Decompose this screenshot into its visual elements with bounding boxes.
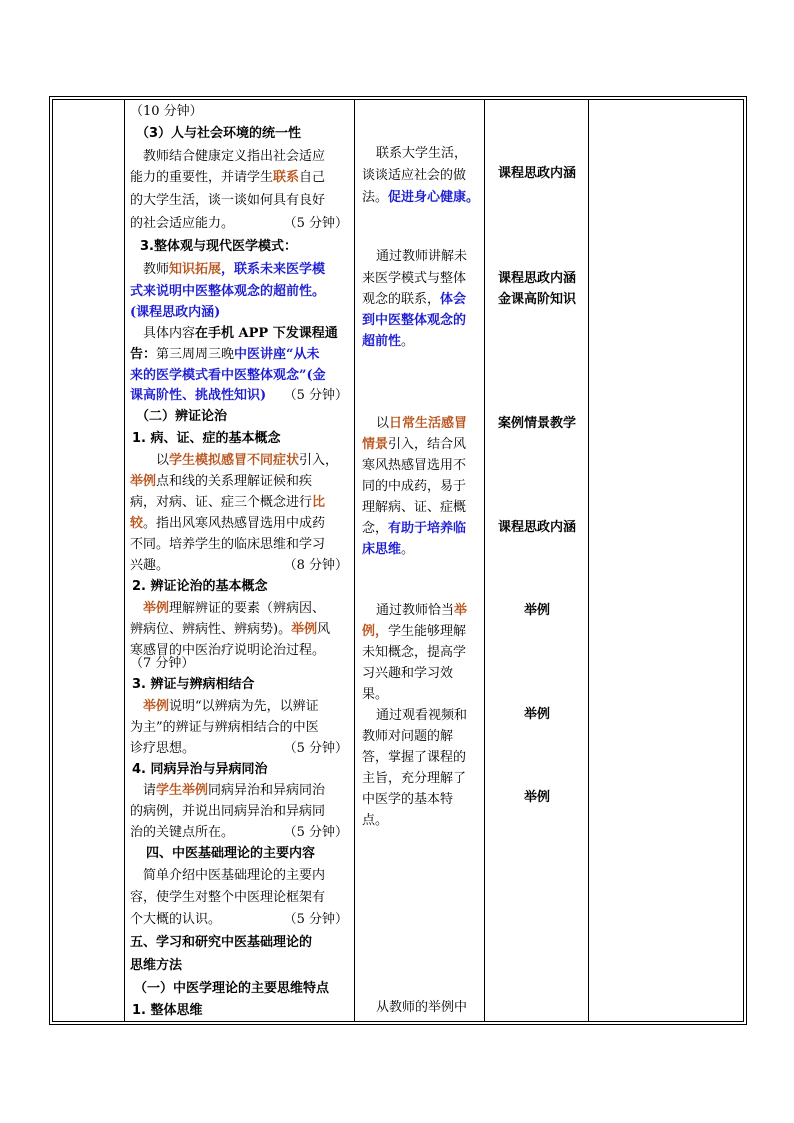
highlight-text: 有助于培养临 xyxy=(388,521,467,536)
highlight-text: 举例 xyxy=(291,622,318,637)
highlight-text: 比 xyxy=(312,495,326,510)
section-heading: 3.整体观与现代医学模式： xyxy=(140,239,297,254)
paragraph-line xyxy=(130,167,348,188)
text: 同病异治和异病同治 xyxy=(208,783,326,798)
paragraph-line: 果。 xyxy=(362,687,389,702)
highlight-text: 知识拓展 xyxy=(169,262,222,277)
paragraph-line: 的病例，并说出同病异治和异病同 xyxy=(130,804,326,819)
column-divider-3 xyxy=(484,99,485,1022)
paragraph-line xyxy=(130,822,348,843)
paragraph-line xyxy=(362,518,482,539)
text: 观念的联系， xyxy=(362,292,441,307)
paragraph-line xyxy=(130,696,348,717)
bold-text: 告： xyxy=(130,347,157,362)
text: 。 xyxy=(401,542,415,557)
text: 诊疗思想。 xyxy=(130,741,196,756)
method-tag: 课程思政内涵 xyxy=(497,271,576,286)
paragraph-line xyxy=(362,539,482,560)
highlight-text: 学生模拟感冒不同症状 xyxy=(169,453,300,468)
text: 说明“以辨病为先，以辨证 xyxy=(169,699,319,714)
paragraph-line: 中医学的基本特 xyxy=(362,792,454,807)
method-tag: 举例 xyxy=(523,603,550,618)
section-heading: 四、中医基础理论的主要内容 xyxy=(146,846,316,861)
paragraph-line xyxy=(130,598,348,619)
highlight-text: 联系 xyxy=(273,170,300,185)
paragraph-line: 到中医整体观念的 xyxy=(362,313,467,328)
time-label: （10 分钟） xyxy=(130,104,203,119)
method-tag: 举例 xyxy=(523,790,550,805)
paragraph-line xyxy=(362,331,482,352)
highlight-text: 举 xyxy=(454,603,468,618)
highlight-text: 超前性 xyxy=(362,334,402,349)
column-divider-2 xyxy=(354,99,355,1022)
paragraph-line xyxy=(130,780,348,801)
highlight-text: 较 xyxy=(130,516,144,531)
highlight-text: 中医讲座“从未 xyxy=(234,347,320,362)
paragraph-line: 通过教师讲解未 xyxy=(376,249,468,264)
paragraph-line: (课程思政内涵) xyxy=(130,305,221,320)
highlight-text: 学生举例 xyxy=(156,783,209,798)
paragraph-line xyxy=(376,413,481,434)
paragraph-line: 教师对问题的解 xyxy=(362,729,454,744)
text: 。指出风寒风热感冒选用中成药 xyxy=(143,516,326,531)
section-heading: 4. 同病异治与异病同治 xyxy=(132,762,268,777)
paragraph-line: 通过观看视频和 xyxy=(376,708,468,723)
text: 念， xyxy=(362,521,389,536)
text: 个大概的认识。 xyxy=(130,912,222,927)
section-heading: 1. 病、证、症的基本概念 xyxy=(132,431,281,446)
paragraph-line: 为主”的辨证与辨病相结合的中医 xyxy=(130,720,319,735)
highlight-text: 课高阶性、挑战性知识) xyxy=(130,388,267,403)
text: 法。 xyxy=(362,190,389,205)
section-heading: （一）中医学理论的主要思维特点 xyxy=(134,981,330,996)
paragraph-line xyxy=(130,471,348,492)
paragraph-line: 答，掌握了课程的 xyxy=(362,750,467,765)
time-label: （5 分钟） xyxy=(283,216,348,231)
method-tag: 案例情景教学 xyxy=(497,416,576,431)
paragraph-line xyxy=(130,513,348,534)
paragraph-line: 联系大学生活， xyxy=(376,146,468,161)
paragraph-line xyxy=(130,259,348,280)
highlight-text: 例， xyxy=(362,624,389,639)
paragraph-line: 寒风热感冒选用不 xyxy=(362,458,467,473)
text: 引入， xyxy=(299,453,339,468)
text: 具体内容 xyxy=(143,326,196,341)
text: 。 xyxy=(401,334,415,349)
paragraph-line xyxy=(376,600,481,621)
section-heading: 五、学习和研究中医基础理论的 xyxy=(130,935,313,950)
text: 请 xyxy=(143,783,157,798)
time-label: （8 分钟） xyxy=(283,558,348,573)
paragraph-line xyxy=(130,323,348,344)
section-heading: （3）人与社会环境的统一性 xyxy=(136,126,302,141)
highlight-text: 举例 xyxy=(143,601,170,616)
text: 自己 xyxy=(299,170,326,185)
method-tag: 金课高阶知识 xyxy=(497,292,576,307)
paragraph-line: 的大学生活，谈一谈如何具有良好 xyxy=(130,193,326,208)
paragraph-line: 教师结合健康定义指出社会适应 xyxy=(143,149,326,164)
text: 能力的重要性，并请学生 xyxy=(130,170,274,185)
highlight-text: 促进身心健康。 xyxy=(388,190,480,205)
highlight-text: ，联系未来医学模 xyxy=(221,262,326,277)
paragraph-line xyxy=(130,555,348,576)
paragraph-line xyxy=(130,909,348,930)
bold-text: 在手机 APP 下发课程通 xyxy=(195,326,338,341)
paragraph-line: 习兴趣和学习效 xyxy=(362,666,454,681)
highlight-text: 情景 xyxy=(362,437,389,452)
method-tag: 课程思政内涵 xyxy=(497,166,576,181)
paragraph-line xyxy=(130,450,348,471)
paragraph-line xyxy=(362,434,482,455)
method-tag: 举例 xyxy=(523,707,550,722)
paragraph-line: 从教师的举例中 xyxy=(376,1000,468,1015)
paragraph-line: 来的医学模式看中医整体观念”(金 xyxy=(130,368,326,383)
paragraph-line xyxy=(362,289,482,310)
paragraph-line: 同的中成药，易于 xyxy=(362,479,467,494)
paragraph-line xyxy=(130,344,350,365)
text: 通过教师恰当 xyxy=(376,603,455,618)
time-note xyxy=(130,653,348,674)
text: 引入，结合风 xyxy=(388,437,467,452)
paragraph-line: 主旨，充分理解了 xyxy=(362,771,467,786)
text: 的社会适应能力。 xyxy=(130,216,235,231)
time-label: （5 分钟） xyxy=(283,741,348,756)
text: 学生能够理解 xyxy=(388,624,467,639)
text: 辨病位、辨病性、辨病势)。 xyxy=(130,622,292,637)
text: 兴趣。 xyxy=(130,558,170,573)
text: 理解辨证的要素（辨病因、 xyxy=(169,601,326,616)
paragraph-line: 式来说明中医整体观念的超前性。 xyxy=(130,284,326,299)
column-divider-1 xyxy=(124,99,125,1022)
section-heading: 1. 整体思维 xyxy=(132,1003,203,1018)
text: 点和线的关系理解证候和疾 xyxy=(156,474,313,489)
paragraph-line xyxy=(130,492,350,513)
paragraph-line xyxy=(130,738,348,759)
time-note xyxy=(130,101,348,122)
paragraph-line: 理解病、证、症概 xyxy=(362,500,467,515)
paragraph-line xyxy=(362,187,482,208)
paragraph-line: 点。 xyxy=(362,813,389,828)
highlight-text: 日常生活感冒 xyxy=(389,416,468,431)
paragraph-line: 未知概念，提高学 xyxy=(362,645,467,660)
text: 以 xyxy=(156,453,170,468)
paragraph-line: 简单介绍中医基础理论的主要内 xyxy=(143,868,326,883)
paragraph-line xyxy=(130,213,348,234)
column-divider-4 xyxy=(588,99,589,1022)
section-heading: 思维方法 xyxy=(130,958,183,973)
time-label: （5 分钟） xyxy=(283,912,348,927)
text: 教师 xyxy=(143,262,170,277)
paragraph-line xyxy=(130,619,350,640)
paragraph-line: 来医学模式与整体 xyxy=(362,271,467,286)
highlight-text: 举例 xyxy=(130,474,157,489)
section-heading: 2. 辨证论治的基本概念 xyxy=(132,579,268,594)
highlight-text: 举例 xyxy=(143,699,170,714)
highlight-text: 体会 xyxy=(440,292,467,307)
section-heading: （二）辨证论治 xyxy=(136,409,228,424)
method-tag: 课程思政内涵 xyxy=(497,520,576,535)
paragraph-line xyxy=(130,385,348,406)
time-label: （7 分钟） xyxy=(130,656,195,671)
text: 治的关键点所在。 xyxy=(130,825,235,840)
time-label: （5 分钟） xyxy=(283,388,348,403)
text: 风 xyxy=(317,622,331,637)
paragraph-line: 谈谈适应社会的做 xyxy=(362,168,467,183)
paragraph-line: 容，使学生对整个中医理论框架有 xyxy=(130,890,326,905)
paragraph-line: 不同。培养学生的临床思维和学习 xyxy=(130,537,326,552)
paragraph-line xyxy=(362,621,482,642)
text: 以 xyxy=(376,416,390,431)
text: 病，对病、证、症三个概念进行 xyxy=(130,495,313,510)
text: 第三周周三晚 xyxy=(156,347,235,362)
time-label: （5 分钟） xyxy=(283,825,348,840)
paragraph-line: 寒感冒的中医治疗说明论治过程。 xyxy=(130,643,326,658)
section-heading: 3. 辨证与辨病相结合 xyxy=(132,677,255,692)
highlight-text: 床思维 xyxy=(362,542,402,557)
